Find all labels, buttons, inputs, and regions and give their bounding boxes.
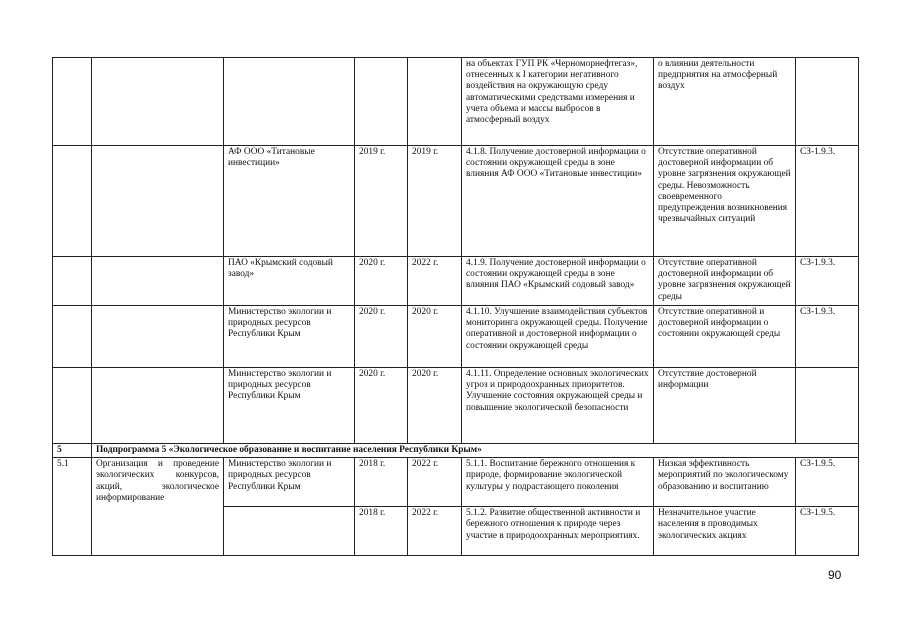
- table-row: [53, 306, 859, 368]
- cell-consequence: Отсутствие оперативной достоверной информации об уровне загрязнения окружающей среды. Невозможность своевременного предупреждения возникновения чрезвычайных ситуаций: [654, 146, 796, 257]
- cell-start: 2020 г.: [355, 368, 408, 444]
- table-row: [53, 58, 859, 146]
- table-row: [53, 368, 859, 444]
- cell-measure: 4.1.11. Определение основных экологических угроз и природоохранных приоритетов. Улучшение состояния окружающей среды и повышение экологической безопасности: [462, 368, 654, 444]
- cell-end: 2022 г.: [408, 507, 462, 556]
- cell-consequence: Отсутствие оперативной и достоверной информации о состоянии окружающей среды: [654, 306, 796, 368]
- cell-number: [53, 146, 92, 257]
- cell-executor: [224, 58, 355, 146]
- cell-start: 2019 г.: [355, 146, 408, 257]
- cell-measure: 5.1.1. Воспитание бережного отношения к природе, формирование экологической культуры у подрастающего поколения: [462, 458, 654, 507]
- cell-executor: АФ ООО «Титановые инвестиции»: [224, 146, 355, 257]
- table-row: [53, 146, 859, 257]
- cell-measure: 4.1.9. Получение достоверной информации о состоянии окружающей среды в зоне влияния ПАО «Крымский содовый завод»: [462, 257, 654, 306]
- program-table: [52, 57, 859, 556]
- page-number: 90: [828, 568, 842, 582]
- table-row: [53, 458, 859, 507]
- cell-number: 5.1: [53, 458, 92, 556]
- cell-indicator: СЗ-1.9.5.: [796, 458, 859, 507]
- cell-end: 2022 г.: [408, 458, 462, 507]
- cell-end: [408, 58, 462, 146]
- cell-name: Организация и проведение экологических конкурсов, акций, экологическое информирование: [92, 458, 224, 556]
- cell-consequence: о влиянии деятельности предприятия на атмосферный воздух: [654, 58, 796, 146]
- cell-indicator: СЗ-1.9.3.: [796, 257, 859, 306]
- cell-name: [92, 58, 224, 146]
- cell-executor: [224, 507, 355, 556]
- subprogram-title: Подпрограмма 5 «Экологическое образование и воспитание населения Республики Крым»: [92, 444, 859, 458]
- cell-end: 2019 г.: [408, 146, 462, 257]
- cell-end: 2020 г.: [408, 306, 462, 368]
- cell-consequence: Отсутствие достоверной информации: [654, 368, 796, 444]
- cell-number: [53, 257, 92, 306]
- cell-indicator: СЗ-1.9.3.: [796, 306, 859, 368]
- cell-measure: 4.1.8. Получение достоверной информации о состоянии окружающей среды в зоне влияния АФ ООО «Титановые инвестиции»: [462, 146, 654, 257]
- cell-number: [53, 58, 92, 146]
- cell-consequence: Низкая эффективность мероприятий по экологическому образованию и воспитанию: [654, 458, 796, 507]
- cell-consequence: Отсутствие оперативной достоверной информации об уровне загрязнения окружающей среды: [654, 257, 796, 306]
- cell-indicator: [796, 368, 859, 444]
- cell-measure: 4.1.10. Улучшение взаимодействия субъектов мониторинга окружающей среды. Получение оперативной и достоверной информации о состоянии окружающей среды: [462, 306, 654, 368]
- cell-consequence: Незначительное участие населения в проводимых экологических акциях: [654, 507, 796, 556]
- cell-measure: на объектах ГУП РК «Черноморнефтегаз», отнесенных к I категории негативного воздействия на окружающую среду автоматическими средствами измерения и учета объема и массы выбросов в атмосферный воздух: [462, 58, 654, 146]
- cell-start: 2020 г.: [355, 257, 408, 306]
- table-row: [53, 257, 859, 306]
- cell-name: [92, 368, 224, 444]
- cell-start: [355, 58, 408, 146]
- cell-executor: Министерство экологии и природных ресурсов Республики Крым: [224, 458, 355, 507]
- cell-name: [92, 146, 224, 257]
- cell-name: [92, 306, 224, 368]
- cell-executor: ПАО «Крымский содовый завод»: [224, 257, 355, 306]
- cell-start: 2018 г.: [355, 507, 408, 556]
- cell-end: 2022 г.: [408, 257, 462, 306]
- cell-number: [53, 306, 92, 368]
- cell-executor: Министерство экологии и природных ресурсов Республики Крым: [224, 306, 355, 368]
- subprogram-row: [53, 444, 859, 458]
- cell-start: 2018 г.: [355, 458, 408, 507]
- cell-number: [53, 368, 92, 444]
- cell-name: [92, 257, 224, 306]
- cell-indicator: СЗ-1.9.3.: [796, 146, 859, 257]
- cell-executor: Министерство экологии и природных ресурсов Республики Крым: [224, 368, 355, 444]
- cell-indicator: [796, 58, 859, 146]
- cell-end: 2020 г.: [408, 368, 462, 444]
- cell-measure: 5.1.2. Развитие общественной активности и бережного отношения к природе через участие в природоохранных мероприятиях.: [462, 507, 654, 556]
- subprogram-number: 5: [53, 444, 92, 458]
- cell-start: 2020 г.: [355, 306, 408, 368]
- cell-indicator: СЗ-1.9.5.: [796, 507, 859, 556]
